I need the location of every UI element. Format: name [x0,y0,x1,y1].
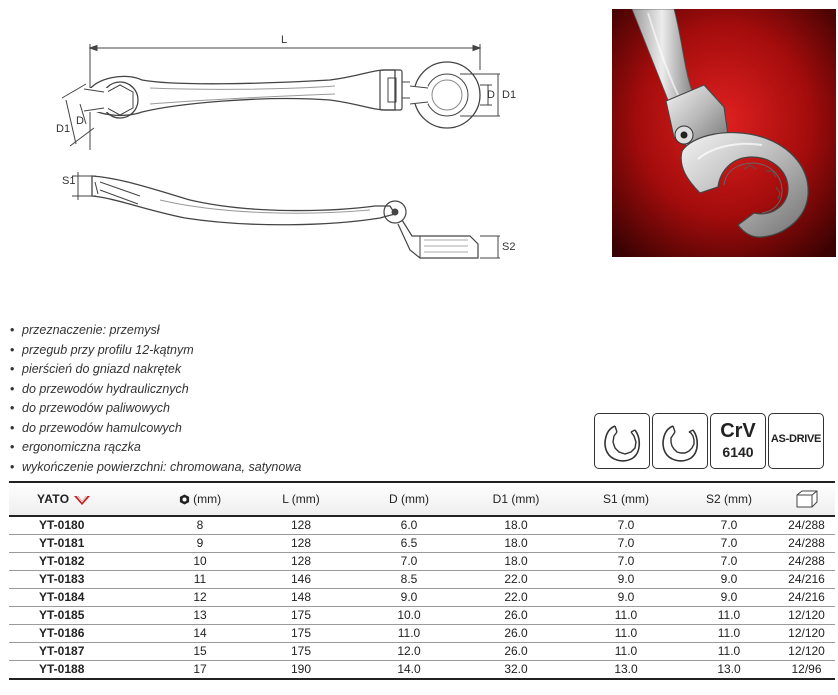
crv-grade: 6140 [722,444,754,460]
size-cell: 15 [156,643,244,661]
d-cell: 14.0 [358,661,460,680]
feature-item: • do przewodów hamulcowych [10,419,301,439]
as-drive-badge [768,413,824,469]
d1-cell: 18.0 [460,553,572,571]
d-cell: 8.5 [358,571,460,589]
packaging-cell: 24/216 [778,571,835,589]
table-row [9,607,835,625]
s2-cell: 11.0 [680,607,778,625]
feature-list [10,321,301,477]
technical-drawing [0,0,600,300]
feature-item: • do przewodów paliwowych [10,399,301,419]
s2-cell: 9.0 [680,571,778,589]
s2-cell: 11.0 [680,625,778,643]
d-cell: 6.5 [358,535,460,553]
d1-cell: 26.0 [460,607,572,625]
packaging-cell: 12/96 [778,661,835,680]
model-cell: YT-0180 [9,516,156,535]
table-row [9,625,835,643]
dim-label-L: L [281,34,288,46]
brand-name: YATO [37,492,70,506]
model-cell: YT-0185 [9,607,156,625]
packaging-header [778,482,835,516]
size-cell: 9 [156,535,244,553]
table-row [9,516,835,535]
feature-item: • wykończenie powierzchni: chromowana, satynowa [10,458,301,478]
packaging-cell: 24/288 [778,535,835,553]
package-box-icon [796,490,818,508]
d1-cell: 26.0 [460,643,572,661]
feature-item: • do przewodów hydraulicznych [10,380,301,400]
brand-header [9,482,156,516]
length-cell: 128 [244,516,358,535]
size-cell: 10 [156,553,244,571]
dim-label-D1-right: D1 [502,89,517,101]
spec-table [9,481,835,680]
length-cell: 190 [244,661,358,680]
s1-cell: 13.0 [572,661,680,680]
s1-cell: 9.0 [572,571,680,589]
s1-cell: 7.0 [572,535,680,553]
length-cell: 175 [244,607,358,625]
model-cell: YT-0188 [9,661,156,680]
length-header: L (mm) [244,482,358,516]
model-cell: YT-0184 [9,589,156,607]
dim-label-D-right: D [487,89,495,101]
packaging-cell: 24/216 [778,589,835,607]
s1-cell: 11.0 [572,625,680,643]
length-cell: 128 [244,553,358,571]
yato-logo-icon [73,495,91,505]
packaging-cell: 24/288 [778,516,835,535]
s1-cell: 11.0 [572,607,680,625]
length-cell: 128 [244,535,358,553]
d-cell: 10.0 [358,607,460,625]
s2-cell: 7.0 [680,516,778,535]
feature-item: • pierścień do gniazd nakrętek [10,360,301,380]
s1-cell: 7.0 [572,553,680,571]
d-cell: 11.0 [358,625,460,643]
d1-cell: 32.0 [460,661,572,680]
model-cell: YT-0181 [9,535,156,553]
as-drive-label: AS-DRIVE [770,433,822,445]
length-cell: 146 [244,571,358,589]
length-cell: 148 [244,589,358,607]
s2-header: S2 (mm) [680,482,778,516]
size-cell: 12 [156,589,244,607]
s1-cell: 11.0 [572,643,680,661]
flare-nut-ring-icon [594,413,650,469]
s2-cell: 11.0 [680,643,778,661]
size-cell: 14 [156,625,244,643]
dim-label-D1-left: D1 [56,123,71,135]
model-cell: YT-0182 [9,553,156,571]
table-row [9,535,835,553]
size-cell: 11 [156,571,244,589]
feature-item: • ergonomiczna rączka [10,438,301,458]
dim-label-S1: S1 [62,175,76,187]
d1-cell: 26.0 [460,625,572,643]
packaging-cell: 12/120 [778,625,835,643]
twelve-point-ring-icon [652,413,708,469]
d1-cell: 18.0 [460,535,572,553]
d-cell: 6.0 [358,516,460,535]
packaging-cell: 12/120 [778,607,835,625]
crv-steel-badge [710,413,766,469]
size-cell: 17 [156,661,244,680]
s2-cell: 7.0 [680,553,778,571]
d1-header: D1 (mm) [460,482,572,516]
d-cell: 7.0 [358,553,460,571]
table-header-row [9,482,835,516]
size-cell: 8 [156,516,244,535]
d1-cell: 22.0 [460,571,572,589]
table-row [9,643,835,661]
table-row [9,553,835,571]
model-cell: YT-0187 [9,643,156,661]
s2-cell: 7.0 [680,535,778,553]
length-cell: 175 [244,643,358,661]
d1-cell: 22.0 [460,589,572,607]
spec-table-body [9,516,835,679]
size-header [156,482,244,516]
table-row [9,661,835,680]
s1-cell: 7.0 [572,516,680,535]
feature-item: • przegub przy profilu 12-kątnym [10,341,301,361]
packaging-cell: 24/288 [778,553,835,571]
packaging-cell: 12/120 [778,643,835,661]
model-cell: YT-0186 [9,625,156,643]
d-header: D (mm) [358,482,460,516]
s2-cell: 13.0 [680,661,778,680]
model-cell: YT-0183 [9,571,156,589]
s1-header: S1 (mm) [572,482,680,516]
dim-label-S2: S2 [502,241,516,253]
s1-cell: 9.0 [572,589,680,607]
s2-cell: 9.0 [680,589,778,607]
dim-label-D-left: D [76,115,84,127]
table-row [9,571,835,589]
hexagon-nut-icon [179,494,190,505]
crv-label: CrV [720,420,756,442]
d-cell: 9.0 [358,589,460,607]
d-cell: 12.0 [358,643,460,661]
product-photo [612,9,836,257]
table-row [9,589,835,607]
d1-cell: 18.0 [460,516,572,535]
size-header-label: (mm) [193,492,222,506]
feature-item: • przeznaczenie: przemysł [10,321,301,341]
length-cell: 175 [244,625,358,643]
size-cell: 13 [156,607,244,625]
